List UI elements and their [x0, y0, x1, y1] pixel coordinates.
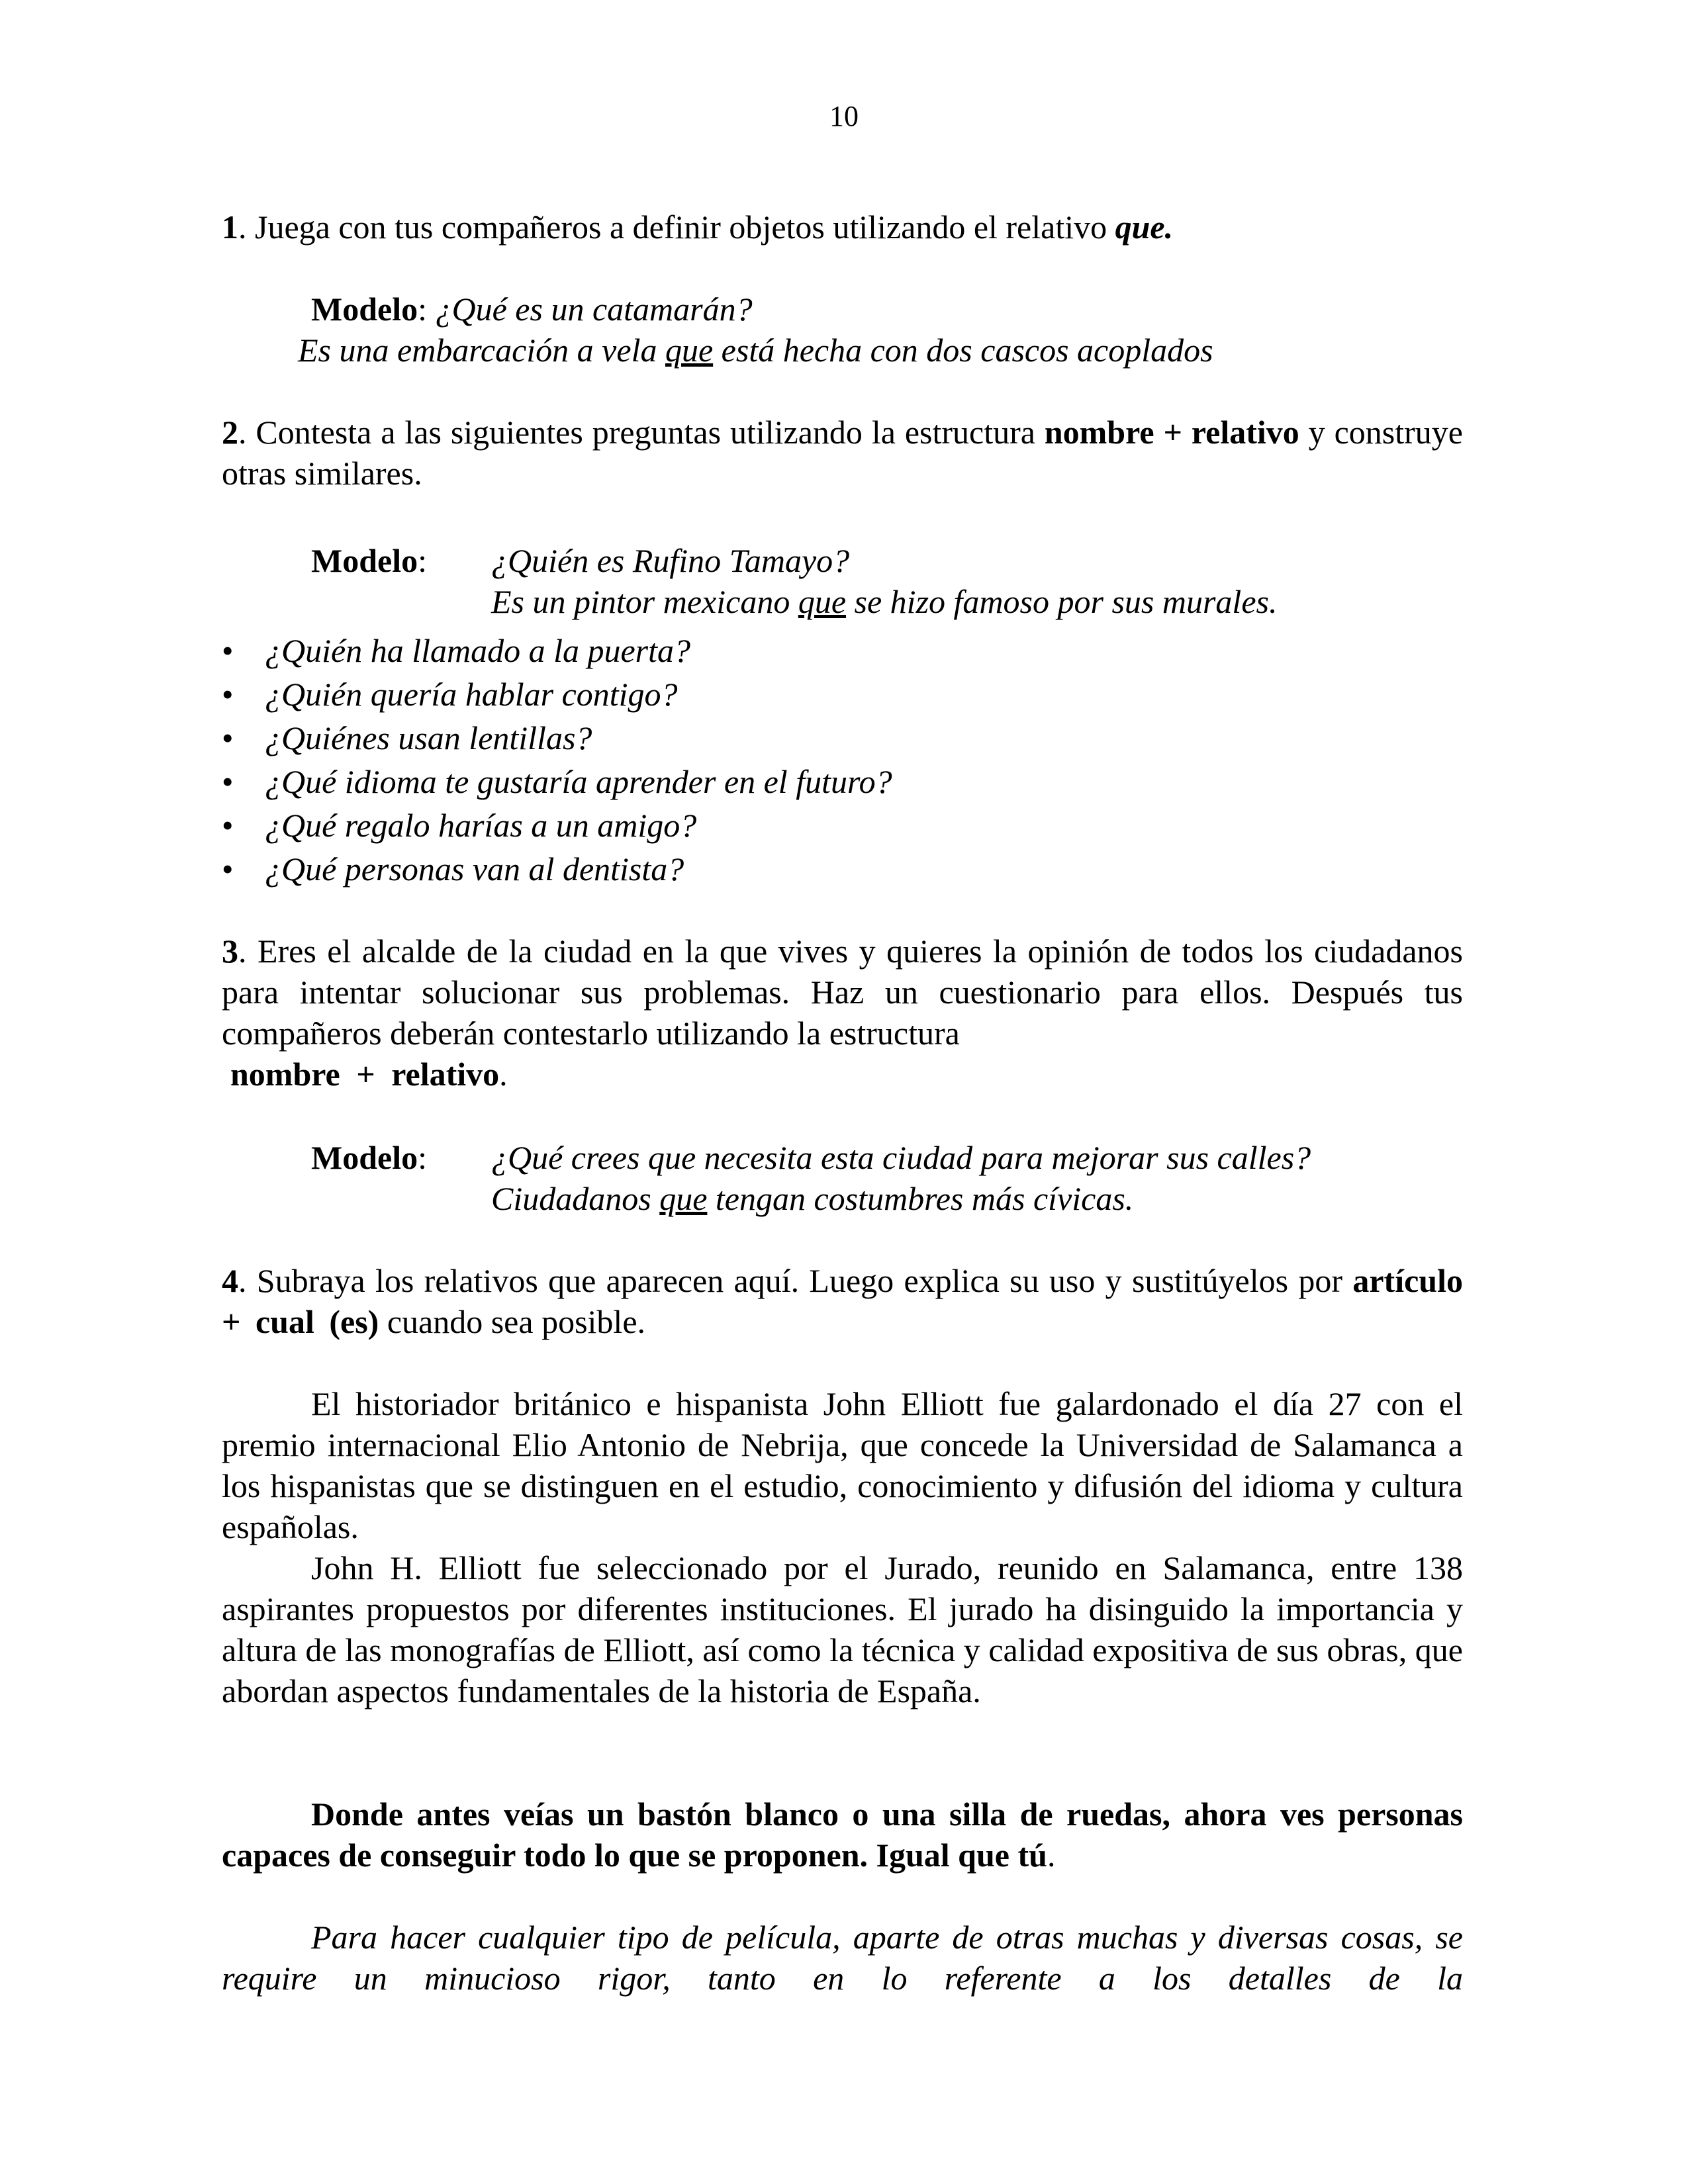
keyword: nombre + relativo — [230, 1056, 500, 1093]
exercise-2-instruction: 2. Contesta a las siguientes preguntas utilizando la estructura nombre + relativo y construye otras similares. — [222, 414, 1464, 492]
exercise-number: 4 — [222, 1262, 238, 1299]
list-item: • ¿Qué idioma te gustaría aprender en el futuro? — [222, 760, 892, 803]
bullet-icon: • — [222, 763, 234, 800]
model-label: Modelo: — [311, 1139, 427, 1176]
page-number: 10 — [829, 100, 859, 132]
list-item: • ¿Quién quería hablar contigo? — [222, 672, 892, 716]
keyword: artículo + cual (es) — [222, 1262, 1463, 1340]
keyword: nombre + relativo — [1044, 414, 1299, 451]
list-item: • ¿Quiénes usan lentillas? — [222, 716, 892, 760]
text-paragraph-1: El historiador británico e hispanista John Elliott fue galardonado el día 27 con el premio internacional Elio Antonio de Nebrija, que concede la Universidad de Salamanca a los hispanistas que se distinguen en el estudio, conocimiento y difusión del idioma y cultura españolas. — [222, 1385, 1463, 1545]
bullet-icon: • — [222, 676, 234, 713]
exercise-3-structure: nombre + relativo. — [230, 1056, 508, 1093]
exercise-3-model-question: ¿Qué crees que necesita esta ciudad para mejorar sus calles? — [491, 1139, 1311, 1176]
exercise-1-model-answer: Es una embarcación a vela que está hecha con dos cascos acoplados — [298, 332, 1213, 369]
relative-pronoun: que — [659, 1180, 708, 1217]
relative-pronoun: que — [798, 583, 847, 620]
bullet-icon: • — [222, 850, 234, 887]
bullet-icon: • — [222, 719, 234, 756]
list-item: • ¿Qué regalo harías a un amigo? — [222, 803, 892, 847]
list-item: • ¿Quién ha llamado a la puerta? — [222, 629, 892, 672]
exercise-2-model-answer: Es un pintor mexicano que se hizo famoso por sus murales. — [491, 583, 1278, 620]
exercise-2-model-question: ¿Quién es Rufino Tamayo? — [491, 542, 850, 579]
exercise-1-instruction: 1. Juega con tus compañeros a definir objetos utilizando el relativo que. — [222, 208, 1174, 246]
model-label: Modelo — [311, 291, 418, 328]
keyword: que. — [1115, 208, 1174, 246]
exercise-number: 2 — [222, 414, 238, 451]
relative-pronoun: que — [665, 332, 714, 369]
list-item: • ¿Qué personas van al dentista? — [222, 847, 892, 891]
exercise-number: 1 — [222, 208, 238, 246]
exercise-3-instruction: 3. Eres el alcalde de la ciudad en la que vives y quieres la opinión de todos los ciudadanos para intentar solucionar sus problemas. Haz un cuestionario para ellos. Después tus compañeros deberán contestarlo utilizando la estructura — [222, 933, 1463, 1052]
bullet-icon: • — [222, 632, 234, 669]
text-paragraph-3: Donde antes veías un bastón blanco o una silla de ruedas, ahora ves personas capaces de conseguir todo lo que se proponen. Igual que tú. — [222, 1796, 1463, 1874]
bullet-icon: • — [222, 807, 234, 844]
exercise-4-instruction: 4. Subraya los relativos que aparecen aquí. Luego explica su uso y sustitúyelos por artículo + cual (es) cuando sea posible. — [222, 1262, 1463, 1340]
exercise-number: 3 — [222, 933, 238, 970]
text-paragraph-4: Para hacer cualquier tipo de película, aparte de otras muchas y diversas cosas, se require un minucioso rigor, tanto en lo referente a los detalles de la — [222, 1919, 1463, 1997]
exercise-1-model-question: Modelo: ¿Qué es un catamarán? — [311, 291, 753, 328]
text-paragraph-2: John H. Elliott fue seleccionado por el Jurado, reunido en Salamanca, entre 138 aspirantes propuestos por diferentes instituciones. El jurado ha disinguido la importancia y altura de las monografías de Elliott, así como la técnica y calidad expositiva de sus obras, que abordan aspectos fundamentales de la historia de España. — [222, 1549, 1463, 1709]
exercise-3-model-answer: Ciudadanos que tengan costumbres más cívicas. — [491, 1180, 1134, 1217]
exercise-2-model-label: Modelo: — [311, 542, 427, 579]
question-list — [222, 629, 892, 891]
